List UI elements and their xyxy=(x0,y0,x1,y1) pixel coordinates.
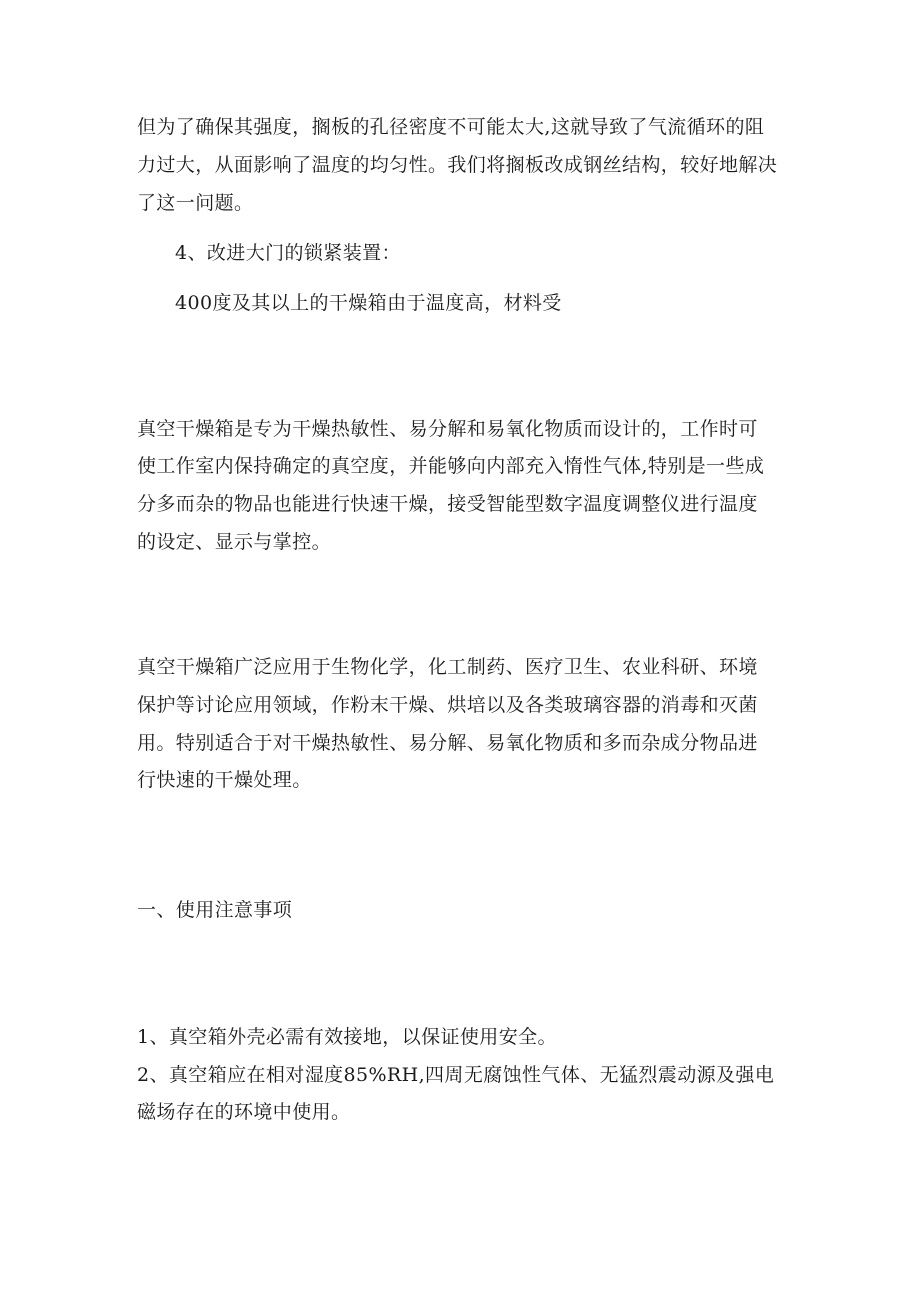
text-line: 磁场存在的环境中使用。 xyxy=(137,1101,351,1123)
text-line: 保护等讨论应用领域，作粉末干燥、烘培以及各类玻璃容器的消毒和灭菌 xyxy=(137,694,758,716)
text-line: 分多而杂的物品也能进行快速干燥，接受智能型数字温度调整仪进行温度 xyxy=(137,493,758,515)
text-line: 真空干燥箱是专为干燥热敏性、易分解和易氧化物质而设计的，工作时可 xyxy=(137,418,758,440)
text-line: 的设定、显示与掌控。 xyxy=(137,531,332,553)
text-line: 但为了确保其强度，搁板的孔径密度不可能太大,这就导致了气流循环的阻 xyxy=(137,116,765,138)
section-heading-usage-notes: 一、使用注意事项 xyxy=(137,899,293,921)
text-line: 了这一问题。 xyxy=(137,192,254,214)
text-line: 行快速的干燥处理。 xyxy=(137,769,312,791)
item-text-door-lock: 400度及其以上的干燥箱由于温度高，材料受 xyxy=(175,292,562,314)
text-line: 真空干燥箱广泛应用于生物化学，化工制药、医疗卫生、农业科研、环境 xyxy=(137,656,758,678)
text-line: 力过大，从面影响了温度的均匀性。我们将搁板改成钢丝结构，较好地解决 xyxy=(137,154,778,176)
text-line: 2、真空箱应在相对湿度85%RH,四周无腐蚀性气体、无猛烈震动源及强电 xyxy=(137,1064,775,1086)
text-line: 用。特别适合于对干燥热敏性、易分解、易氧化物质和多而杂成分物品进 xyxy=(137,732,758,754)
item-heading-door-lock: 4、改进大门的锁紧装置： xyxy=(175,242,401,264)
note-item-1: 1、真空箱外壳必需有效接地，以保证使用安全。 xyxy=(137,1026,557,1048)
text-line: 使工作室内保持确定的真空度，并能够向内部充入惰性气体,特别是一些成 xyxy=(137,455,765,477)
